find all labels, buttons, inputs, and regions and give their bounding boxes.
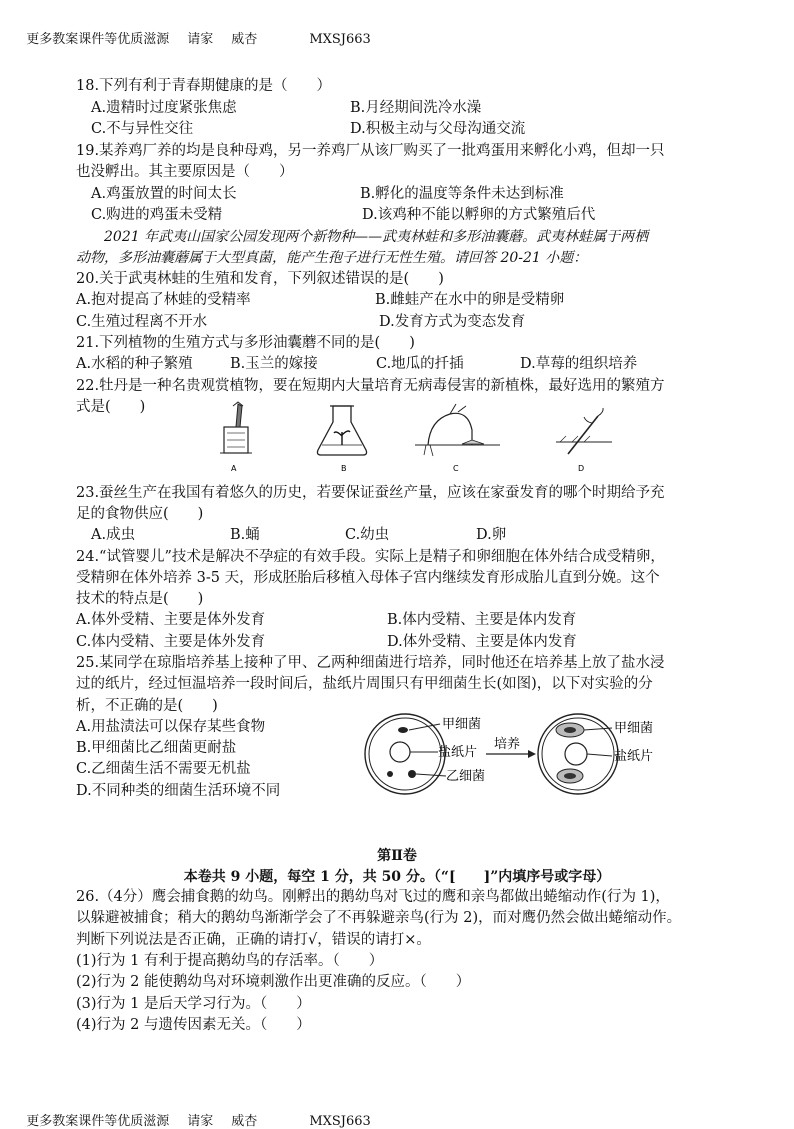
q19-option-b: B.孵化的温度等条件未达到标准 (360, 186, 564, 202)
q19-option-a: A.鸡蛋放置的时间太长 (91, 186, 237, 202)
q20-option-d: D.发育方式为变态发育 (379, 314, 526, 330)
q25-option-c: C.乙细菌生活不需要无机盐 (76, 761, 251, 777)
q25-option-a: A.用盐渍法可以保存某些食物 (76, 719, 266, 735)
q24-option-d: D.体外受精、主要是体内发育 (387, 634, 577, 650)
q21-stem: 21.下列植物的生殖方式与多形油囊蘑不同的是( ) (76, 335, 415, 351)
q26-statement-2: (2)行为 2 能使鹅幼鸟对环境刺激作出更准确的反应。（ ） (76, 974, 471, 990)
q24-option-c: C.体内受精、主要是体外发育 (76, 634, 266, 650)
q26-stem-3: 判断下列说法是否正确，正确的请打√，错误的请打×。 (76, 932, 431, 948)
q26-stem-1: 26.（4分）鹰会捕食鹅的幼鸟。刚孵出的鹅幼鸟对飞过的鹰和亲鸟都做出蜷缩动作(行为 1)， (76, 889, 670, 905)
q26-statement-3: (3)行为 1 是后天学习行为。（ ） (76, 996, 311, 1012)
q22-stem-1: 22.牡丹是一种名贵观赏植物，要在短期内大量培育无病毒侵害的新植株，最好选用的繁殖方 (76, 378, 665, 394)
q22-figures (200, 400, 620, 475)
q25-stem-2: 过的纸片，经过恒温培养一段时间后，盐纸片周围只有甲细菌生长(如图)，以下对实验的分 (76, 676, 653, 692)
q18-option-c: C.不与异性交往 (91, 121, 194, 137)
q26-statement-4: (4)行为 2 与遗传因素无关。（ ） (76, 1017, 311, 1033)
q25-option-d: D.不同种类的细菌生活环境不同 (76, 783, 281, 799)
figure-d-cutting (556, 408, 612, 454)
q23-option-d: D.卵 (476, 527, 507, 543)
q21-option-d: D.草莓的组织培养 (520, 356, 638, 372)
part2-title: 第Ⅱ卷 (377, 848, 417, 864)
petri-dish-before (365, 714, 445, 794)
q21-option-a: A.水稻的种子繁殖 (76, 356, 193, 372)
q19-option-c: C.购进的鸡蛋未受精 (91, 207, 223, 223)
figure-d-label: D (578, 464, 585, 473)
footer-code: MXSJ663 (309, 1114, 371, 1129)
q18-option-a: A.遗精时过度紧张焦虑 (91, 100, 237, 116)
label-salt-paper: 盐纸片 (438, 745, 478, 760)
q23-option-c: C.幼虫 (345, 527, 390, 543)
intro-line-1: 2021 年武夷山国家公园发现两个新物种——武夷林蛙和多形油囊蘑。武夷林蛙属于两栖 (104, 229, 649, 245)
header-text-1: 请家 (187, 32, 214, 47)
label-jia-bacteria: 甲细菌 (442, 717, 482, 732)
intro-line-2: 动物，多形油囊蘑属于大型真菌，能产生孢子进行无性生殖。请回答 20-21 小题： (76, 250, 588, 266)
header-code: MXSJ663 (309, 32, 371, 47)
q23-option-b: B.蛹 (230, 527, 260, 543)
q20-option-b: B.雌蛙产在水中的卵是受精卵 (375, 292, 565, 308)
q25-figure (360, 708, 670, 808)
label-salt-paper-2: 盐纸片 (614, 749, 654, 764)
q24-stem-2: 受精卵在体外培养 3-5 天，形成胚胎后移植入母体子宫内继续发育形成胎儿直到分娩。这个 (76, 570, 660, 586)
figure-b-flask (317, 406, 366, 455)
q19-option-d: D.该鸡种不能以孵卵的方式繁殖后代 (362, 207, 596, 223)
footer-source: 更多教案课件等优质滋源 (26, 1114, 170, 1129)
q19-stem-1: 19.某养鸡厂养的均是良种母鸡，另一养鸡厂从该厂购买了一批鸡蛋用来孵化小鸡，但却一只 (76, 143, 665, 159)
footer-text-2: 威杏 (231, 1114, 258, 1129)
figure-c-label: C (453, 464, 459, 473)
footer-text-1: 请家 (187, 1114, 214, 1129)
q25-option-b: B.甲细菌比乙细菌更耐盐 (76, 740, 237, 756)
q25-stem-1: 25.某同学在琼脂培养基上接种了甲、乙两种细菌进行培养，同时他还在培养基上放了盐水浸 (76, 655, 665, 671)
label-yi-bacteria: 乙细菌 (446, 769, 486, 784)
page-header (18, 13, 389, 47)
figure-c-layering (415, 404, 500, 456)
q24-stem-1: 24.“试管婴儿”技术是解决不孕症的有效手段。实际上是精子和卵细胞在体外结合成受精卵， (76, 549, 665, 565)
header-text-2: 威杏 (231, 32, 258, 47)
q20-option-a: A.抱对提高了林蛙的受精率 (76, 292, 251, 308)
figure-a-grafting (220, 402, 252, 453)
q20-option-c: C.生殖过程离不开水 (76, 314, 208, 330)
q19-stem-2: 也没孵出。其主要原因是（ ） (76, 164, 294, 180)
label-jia-bacteria-2: 甲细菌 (614, 721, 654, 736)
q20-stem: 20.关于武夷林蛙的生殖和发育，下列叙述错误的是( ) (76, 271, 444, 287)
q21-option-c: C.地瓜的扦插 (376, 356, 464, 372)
header-source: 更多教案课件等优质滋源 (26, 32, 170, 47)
part2-subtitle: 本卷共 9 小题，每空 1 分，共 50 分。（“[ ]”内填序号或字母） (183, 869, 611, 885)
q25-stem-3: 析，不正确的是( ) (76, 698, 218, 714)
q23-stem-2: 足的食物供应( ) (76, 506, 204, 522)
petri-dish-after (538, 714, 618, 794)
q26-stem-2: 以躲避被捕食；稍大的鹅幼鸟渐渐学会了不再躲避亲鸟(行为 2)，而对鹰仍然会做出蜷缩动作。 (76, 910, 682, 926)
page-footer (18, 1095, 389, 1129)
q26-statement-1: (1)行为 1 有利于提高鹅幼鸟的存活率。（ ） (76, 953, 384, 969)
label-culture: 培养 (494, 737, 521, 752)
q18-option-b: B.月经期间洗冷水澡 (350, 100, 482, 116)
q23-option-a: A.成虫 (91, 527, 136, 543)
q24-stem-3: 技术的特点是( ) (76, 591, 204, 607)
q23-stem-1: 23.蚕丝生产在我国有着悠久的历史，若要保证蚕丝产量，应该在家蚕发育的哪个时期给予充 (76, 485, 665, 501)
q24-option-a: A.体外受精、主要是体外发育 (76, 612, 266, 628)
figure-a-label: A (231, 464, 237, 473)
q21-option-b: B.玉兰的嫁接 (230, 356, 318, 372)
figure-b-label: B (341, 464, 347, 473)
q24-option-b: B.体内受精、主要是体内发育 (387, 612, 577, 628)
q18-option-d: D.积极主动与父母沟通交流 (350, 121, 526, 137)
q22-stem-2: 式是( ) (76, 399, 146, 415)
q18-stem: 18.下列有利于青春期健康的是（ ） (76, 78, 332, 94)
